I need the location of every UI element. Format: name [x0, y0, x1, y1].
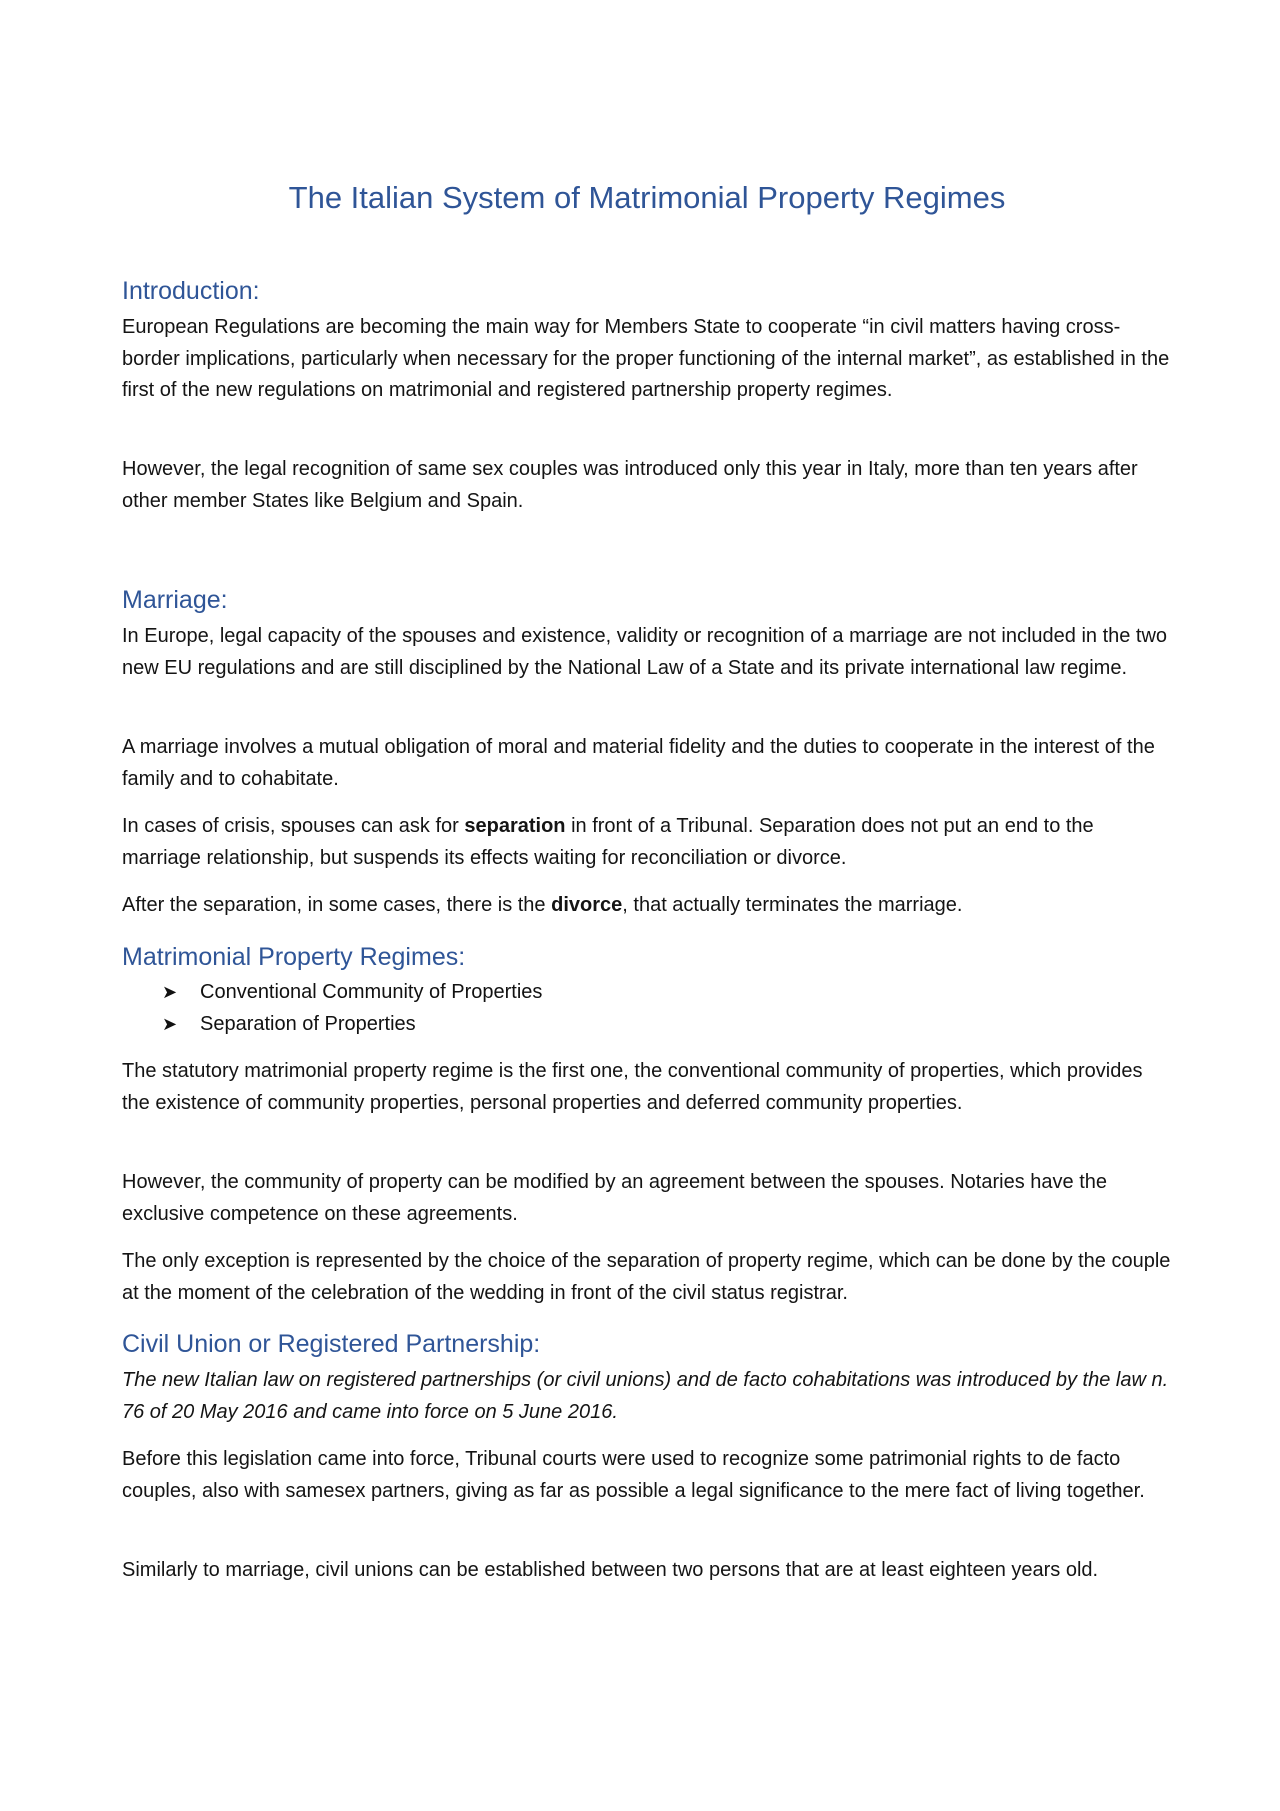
marriage-paragraph-4	[122, 890, 1172, 922]
regimes-bullet-list	[162, 977, 542, 1040]
separation-term: separation	[464, 815, 566, 837]
regimes-paragraph-1: The statutory matrimonial property regime is the first one, the conventional community of properties, which provides the existence of community properties, personal properties and deferred community properties.	[122, 1060, 1143, 1114]
arrowhead-bullet-icon: ➤	[162, 982, 178, 1002]
heading-introduction: Introduction:	[122, 277, 260, 305]
divorce-term: divorce	[551, 894, 623, 916]
arrowhead-bullet-icon: ➤	[162, 1013, 178, 1034]
heading-marriage: Marriage:	[122, 586, 228, 614]
civil-union-paragraph-1: The new Italian law on registered partnerships (or civil unions) and de facto cohabitations was introduced by the law n. 76 of 20 May 2016 and came into force on 5 June 2016.	[122, 1369, 1169, 1423]
list-item	[162, 1009, 542, 1041]
marriage-paragraph-2: A marriage involves a mutual obligation of moral and material fidelity and the duties to cooperate in the interest of the family and to cohabitate.	[122, 736, 1155, 790]
civil-union-paragraph-2: Before this legislation came into force, Tribunal courts were used to recognize some patrimonial rights to de facto couples, also with samesex partners, giving as far as possible a legal significance to the mere fact of living together.	[122, 1448, 1145, 1502]
marriage-paragraph-3	[122, 811, 1172, 874]
marriage-paragraph-4-lead: After the separation, in some cases, there is the	[122, 894, 552, 916]
page-title: The Italian System of Matrimonial Property Regimes	[288, 180, 1006, 215]
heading-civil-union: Civil Union or Registered Partnership:	[122, 1330, 541, 1358]
list-item	[162, 977, 542, 1009]
marriage-paragraph-3-rest: in front of a Tribunal. Separation does not put an end to the marriage relationship, but suspends its effects waiting for reconciliation or divorce.	[122, 815, 1094, 869]
regimes-paragraph-3: The only exception is represented by the choice of the separation of property regime, which can be done by the couple at the moment of the celebration of the wedding in front of the civil status registrar.	[122, 1250, 1171, 1304]
marriage-paragraph-3-lead: In cases of crisis, spouses can ask for	[122, 815, 465, 837]
regimes-paragraph-2: However, the community of property can be modified by an agreement between the spouses. Notaries have the exclusive competence on these agreements.	[122, 1171, 1107, 1225]
list-item-label: Conventional Community of Properties	[200, 981, 543, 1003]
marriage-paragraph-4-rest: , that actually terminates the marriage.	[622, 894, 963, 916]
list-item-label: Separation of Properties	[200, 1012, 416, 1035]
introduction-paragraph-2: However, the legal recognition of same sex couples was introduced only this year in Italy, more than ten years after other member States like Belgium and Spain.	[122, 458, 1138, 512]
civil-union-paragraph-3: Similarly to marriage, civil unions can be established between two persons that are at least eighteen years old.	[122, 1559, 1099, 1581]
heading-matrimonial-property-regimes: Matrimonial Property Regimes:	[122, 943, 466, 971]
introduction-paragraph-1: European Regulations are becoming the main way for Members State to cooperate “in civil matters having cross-border implications, particularly when necessary for the proper functioning of the internal market”, as established in the first of the new regulations on matrimonial and registered partnership property regimes.	[122, 316, 1170, 401]
marriage-paragraph-1: In Europe, legal capacity of the spouses and existence, validity or recognition of a marriage are not included in the two new EU regulations and are still disciplined by the National Law of a State and its private international law regime.	[122, 625, 1168, 679]
